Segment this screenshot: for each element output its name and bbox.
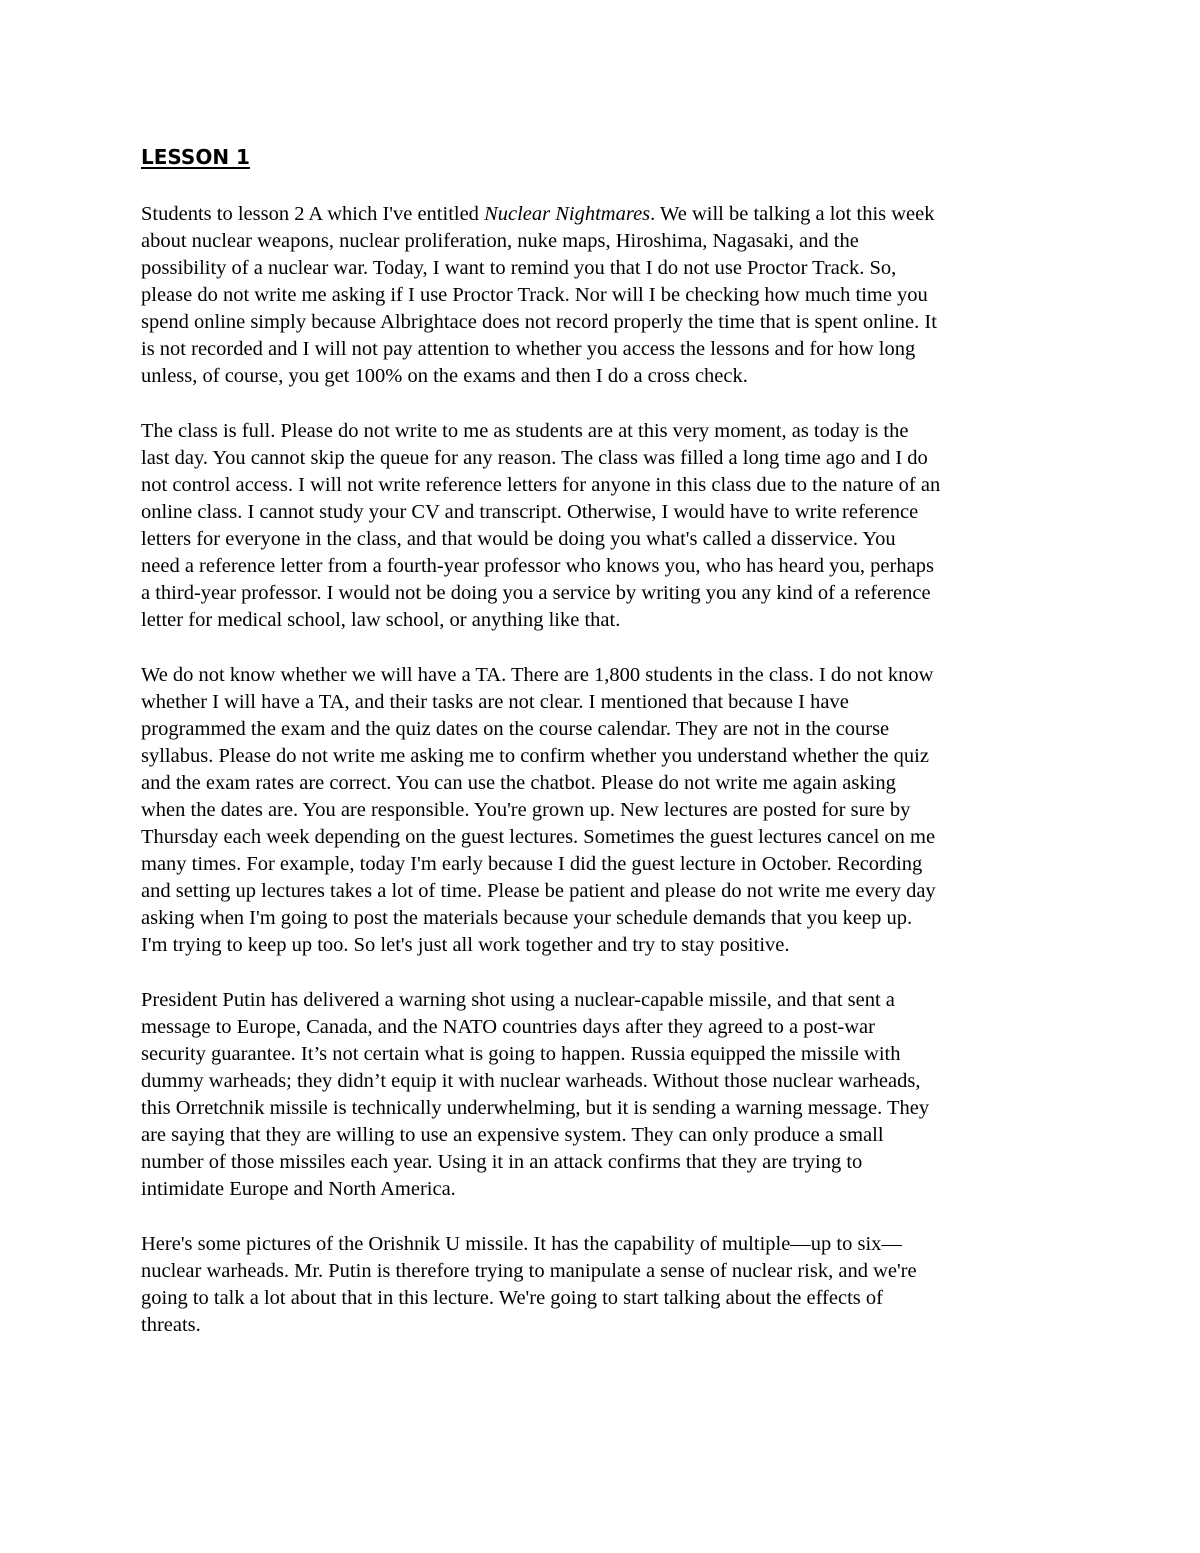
text-line: asking when I'm going to post the materials because your schedule demands that you keep up. [141,907,913,929]
text-line: this Orretchnik missile is technically underwhelming, but it is sending a warning message. They [141,1097,930,1119]
paragraph-orishnik-missile [141,1231,1066,1339]
text-line: a third-year professor. I would not be doing you a service by writing you any kind of a reference [141,582,931,604]
text-line: programmed the exam and the quiz dates on the course calendar. They are not in the course [141,718,890,740]
text-line: when the dates are. You are responsible. You're grown up. New lectures are posted for sure by [141,799,911,821]
lesson-heading: LESSON 1 [141,145,250,169]
text-line: Thursday each week depending on the guest lectures. Sometimes the guest lectures cancel on me [141,826,936,848]
text-line: and the exam rates are correct. You can use the chatbot. Please do not write me again asking [141,772,896,794]
text-line: letters for everyone in the class, and that would be doing you what's called a disservice. You [141,528,896,550]
text-line [141,201,1066,228]
text-line: online class. I cannot study your CV and transcript. Otherwise, I would have to write reference [141,501,919,523]
text-line: not control access. I will not write reference letters for anyone in this class due to the nature of an [141,474,941,496]
text-line: dummy warheads; they didn’t equip it with nuclear warheads. Without those nuclear warheads, [141,1070,921,1092]
text-line: intimidate Europe and North America. [141,1178,456,1200]
text-line: last day. You cannot skip the queue for any reason. The class was filled a long time ago and I do [141,447,928,469]
text-line: letter for medical school, law school, or anything like that. [141,609,621,631]
text-segment: Students to lesson 2 A which I've entitled [141,203,485,225]
text-line: We do not know whether we will have a TA. There are 1,800 students in the class. I do not know [141,664,934,686]
text-line: I'm trying to keep up too. So let's just all work together and try to stay positive. [141,934,790,956]
paragraph-putin-warning [141,987,1066,1203]
paragraph-ta-and-dates [141,662,1066,959]
text-line: spend online simply because Albrightace does not record properly the time that is spent online. It [141,311,937,333]
paragraph-intro [141,201,1066,390]
text-line: is not recorded and I will not pay attention to whether you access the lessons and for how long [141,338,916,360]
text-line: President Putin has delivered a warning shot using a nuclear-capable missile, and that sent a [141,989,895,1011]
text-line: and setting up lectures takes a lot of time. Please be patient and please do not write me every day [141,880,936,902]
lecture-title: Nuclear Nightmares [484,203,651,225]
text-line: message to Europe, Canada, and the NATO countries days after they agreed to a post-war [141,1016,875,1038]
text-segment: . We will be talking a lot this week [650,203,935,225]
text-line: threats. [141,1314,201,1336]
text-line: about nuclear weapons, nuclear proliferation, nuke maps, Hiroshima, Nagasaki, and the [141,230,859,252]
text-line: need a reference letter from a fourth-year professor who knows you, who has heard you, perhaps [141,555,934,577]
paragraph-class-full [141,418,1066,634]
text-line: nuclear warheads. Mr. Putin is therefore trying to manipulate a sense of nuclear risk, and we're [141,1260,917,1282]
text-line: Here's some pictures of the Orishnik U missile. It has the capability of multiple—up to six— [141,1233,902,1255]
text-line: The class is full. Please do not write to me as students are at this very moment, as today is the [141,420,909,442]
text-line: many times. For example, today I'm early because I did the guest lecture in October. Recording [141,853,923,875]
text-line: number of those missiles each year. Using it in an attack confirms that they are trying to [141,1151,863,1173]
text-line: security guarantee. It’s not certain what is going to happen. Russia equipped the missile with [141,1043,901,1065]
text-line: please do not write me asking if I use Proctor Track. Nor will I be checking how much time you [141,284,928,306]
text-line: syllabus. Please do not write me asking me to confirm whether you understand whether the quiz [141,745,929,767]
text-line: whether I will have a TA, and their tasks are not clear. I mentioned that because I have [141,691,849,713]
text-line: unless, of course, you get 100% on the exams and then I do a cross check. [141,365,748,387]
text-line: going to talk a lot about that in this lecture. We're going to start talking about the effects of [141,1287,883,1309]
text-line: possibility of a nuclear war. Today, I want to remind you that I do not use Proctor Track. So, [141,257,897,279]
text-line: are saying that they are willing to use an expensive system. They can only produce a small [141,1124,884,1146]
